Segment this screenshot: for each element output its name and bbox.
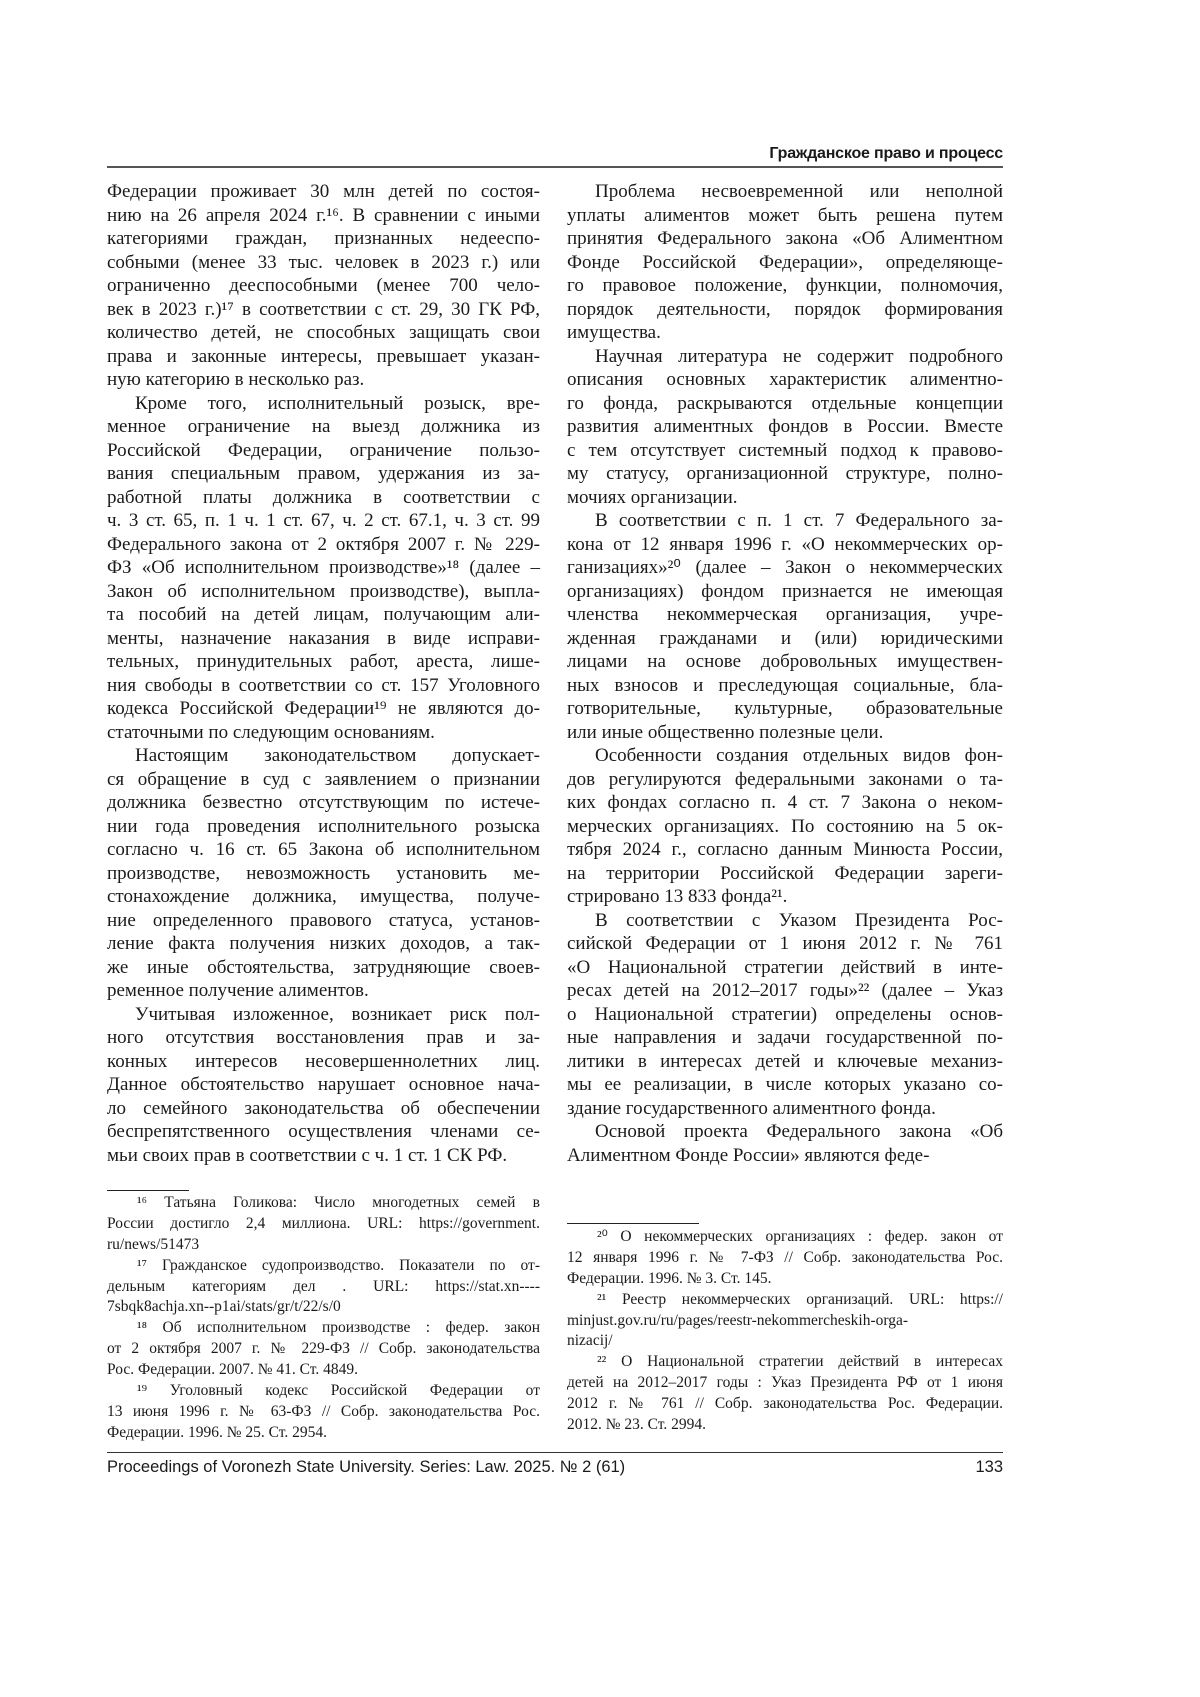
text-line: порядок деятельности, порядок формирования (567, 298, 1003, 322)
text-line: ч. 3 ст. 65, п. 1 ч. 1 ст. 67, ч. 2 ст. 67.1, ч. 3 ст. 99 (107, 509, 540, 533)
footnote-line: nizacij/ (567, 1331, 1003, 1352)
footnote-line: ²⁰ О некоммерческих организациях : федер. закон от (567, 1227, 1003, 1248)
text-line: Особенности создания отдельных видов фон- (567, 744, 1003, 768)
text-line: о Национальной стратегии) определены основ- (567, 1003, 1003, 1027)
text-line: стонахождение должника, имущества, получе- (107, 885, 540, 909)
text-line: статочными по следующим основаниям. (107, 721, 540, 745)
text-line: ния свободы в соответствии со ст. 157 Уголовного (107, 674, 540, 698)
footnote-line: 13 июня 1996 г. № 63-ФЗ // Собр. законодательства Рос. (107, 1402, 540, 1423)
footer-rule (107, 1452, 1003, 1453)
text-line: работной платы должника в соответствии с (107, 486, 540, 510)
text-line: описания основных характеристик алиментно- (567, 368, 1003, 392)
footnote (107, 1193, 540, 1256)
text-line: мьи своих прав в соответствии с ч. 1 ст. 1 СК РФ. (107, 1144, 540, 1168)
text-line: уплаты алиментов может быть решена путем (567, 204, 1003, 228)
paragraph (567, 509, 1003, 744)
text-line: ких фондах согласно п. 4 ст. 7 Закона о неком- (567, 791, 1003, 815)
text-line: готворительные, культурные, образовательные (567, 697, 1003, 721)
text-line: собными (менее 33 тыс. человек в 2023 г.) или (107, 251, 540, 275)
text-line: менное ограничение на выезд должника из (107, 415, 540, 439)
footnote-line: ²¹ Реестр некоммерческих организаций. URL: https:// (567, 1290, 1003, 1311)
text-line: тельных, принудительных работ, ареста, лише- (107, 650, 540, 674)
paragraph (107, 180, 540, 392)
footnote-line: 2012. № 23. Ст. 2994. (567, 1415, 1003, 1436)
text-line: конных интересов несовершеннолетних лиц. (107, 1050, 540, 1074)
text-line: категориями граждан, признанных недееспо- (107, 227, 540, 251)
text-line: Алиментном Фонде России» являются феде- (567, 1144, 1003, 1168)
paragraph (567, 180, 1003, 345)
text-line: ло семейного законодательства об обеспечении (107, 1097, 540, 1121)
text-line: го правовое положение, функции, полномочия, (567, 274, 1003, 298)
text-line: Научная литература не содержит подробного (567, 345, 1003, 369)
text-line: ганизациях»²⁰ (далее – Закон о некоммерческих (567, 556, 1003, 580)
text-line: ние определенного правового статуса, установ- (107, 909, 540, 933)
text-line: ную категорию в несколько раз. (107, 368, 540, 392)
running-header-section-title: Гражданское право и процесс (769, 145, 1003, 163)
text-line: беспрепятственного осуществления членами се- (107, 1120, 540, 1144)
paragraph (567, 345, 1003, 510)
footnote (107, 1318, 540, 1381)
journal-footer: Proceedings of Voronezh State University. Series: Law. 2025. № 2 (61) (107, 1458, 625, 1477)
text-line: Фонде Российской Федерации», определяюще- (567, 251, 1003, 275)
text-line: ся обращение в суд с заявлением о признании (107, 768, 540, 792)
text-line: сийской Федерации от 1 июня 2012 г. № 761 (567, 932, 1003, 956)
text-line: стрировано 13 833 фонда²¹. (567, 885, 1003, 909)
text-line: ного отсутствия восстановления прав и за- (107, 1026, 540, 1050)
text-line: ление факта получения низких доходов, а так- (107, 932, 540, 956)
footnote-line: от 2 октября 2007 г. № 229-ФЗ // Собр. законодательства (107, 1339, 540, 1360)
left-text-column (107, 180, 540, 1167)
footnote-line: дельным категориям дел . URL: https://stat.xn---- (107, 1277, 540, 1298)
text-line: ные направления и задачи государственной по- (567, 1026, 1003, 1050)
paragraph (107, 744, 540, 1003)
text-line: количество детей, не способных защищать свои (107, 321, 540, 345)
footnote-line: ²² О Национальной стратегии действий в интересах (567, 1352, 1003, 1373)
text-line: вания специальным правом, удержания из за- (107, 462, 540, 486)
footnote-line: ru/news/51473 (107, 1235, 540, 1256)
footnote-line: ¹⁶ Татьяна Голикова: Число многодетных семей в (107, 1193, 540, 1214)
page-number: 133 (975, 1458, 1003, 1477)
text-line: Настоящим законодательством допускает- (107, 744, 540, 768)
text-line: В соответствии с п. 1 ст. 7 Федерального за- (567, 509, 1003, 533)
footnote-line: России достигло 2,4 миллиона. URL: https://government. (107, 1214, 540, 1235)
text-line: та пособий на детей лицам, получающим али- (107, 603, 540, 627)
text-line: с тем отсутствует системный подход к правово- (567, 439, 1003, 463)
text-line: на территории Российской Федерации зареги- (567, 862, 1003, 886)
paragraph (567, 1120, 1003, 1167)
text-line: нии года проведения исполнительного розыска (107, 815, 540, 839)
text-line: лицами на основе добровольных имуществен- (567, 650, 1003, 674)
text-line: же иные обстоятельства, затрудняющие своев- (107, 956, 540, 980)
text-line: принятия Федерального закона «Об Алиментном (567, 227, 1003, 251)
text-line: здание государственного алиментного фонда. (567, 1097, 1003, 1121)
text-line: организациях) фондом признается не имеющая (567, 580, 1003, 604)
footnote-line: 2012 г. № 761 // Собр. законодательства Рос. Федерации. (567, 1394, 1003, 1415)
text-line: менты, назначение наказания в виде исправи- (107, 627, 540, 651)
text-line: дов регулируются федеральными законами о та- (567, 768, 1003, 792)
paragraph (107, 1003, 540, 1168)
text-line: Российской Федерации, ограничение пользо- (107, 439, 540, 463)
text-line: членства некоммерческая организация, учре- (567, 603, 1003, 627)
text-line: ных взносов и преследующая социальные, бла- (567, 674, 1003, 698)
footnote-line: детей на 2012–2017 годы : Указ Президента РФ от 1 июня (567, 1373, 1003, 1394)
text-line: Учитывая изложенное, возникает риск пол- (107, 1003, 540, 1027)
text-line: Федерального закона от 2 октября 2007 г. № 229- (107, 533, 540, 557)
text-line: права и законные интересы, превышает указан- (107, 345, 540, 369)
text-line: Закон об исполнительном производстве), выпла- (107, 580, 540, 604)
text-line: имущества. (567, 321, 1003, 345)
footnote-line: 7sbqk8achja.xn--p1ai/stats/gr/t/22/s/0 (107, 1297, 540, 1318)
text-line: Данное обстоятельство нарушает основное нача- (107, 1073, 540, 1097)
footnote-line: ¹⁸ Об исполнительном производстве : федер. закон (107, 1318, 540, 1339)
text-line: жденная гражданами и (или) юридическими (567, 627, 1003, 651)
footnote-line: ¹⁷ Гражданское судопроизводство. Показатели по от- (107, 1256, 540, 1277)
footnote-line: minjust.gov.ru/ru/pages/reestr-nekommercheskih-orga- (567, 1311, 1003, 1332)
footnote-line: Рос. Федерации. 2007. № 41. Ст. 4849. (107, 1360, 540, 1381)
text-line: мочиях организации. (567, 486, 1003, 510)
footnote-line: Федерации. 1996. № 3. Ст. 145. (567, 1269, 1003, 1290)
right-text-column (567, 180, 1003, 1167)
text-line: кона от 12 января 1996 г. «О некоммерческих ор- (567, 533, 1003, 557)
text-line: му статусу, организационной структуре, полно- (567, 462, 1003, 486)
footnotes-left (107, 1193, 540, 1444)
text-line: развития алиментных фондов в России. Вместе (567, 415, 1003, 439)
text-line: Проблема несвоевременной или неполной (567, 180, 1003, 204)
paragraph (567, 744, 1003, 909)
text-line: согласно ч. 16 ст. 65 Закона об исполнительном (107, 838, 540, 862)
text-line: век в 2023 г.)¹⁷ в соответствии с ст. 29, 30 ГК РФ, (107, 298, 540, 322)
footnote-line: Федерации. 1996. № 25. Ст. 2954. (107, 1423, 540, 1444)
footnote-line: ¹⁹ Уголовный кодекс Российской Федерации от (107, 1381, 540, 1402)
footnote (567, 1290, 1003, 1353)
text-line: должника безвестно отсутствующим по истече- (107, 791, 540, 815)
header-rule (107, 166, 1003, 168)
text-line: ременное получение алиментов. (107, 979, 540, 1003)
text-line: мы ее реализации, в числе которых указано со- (567, 1073, 1003, 1097)
text-line: производстве, невозможность установить ме- (107, 862, 540, 886)
footnote (107, 1256, 540, 1319)
footnote-separator-left (107, 1190, 189, 1191)
text-line: ресах детей на 2012–2017 годы»²² (далее – Указ (567, 979, 1003, 1003)
footnote-line: 12 января 1996 г. № 7-ФЗ // Собр. законодательства Рос. (567, 1248, 1003, 1269)
text-line: «О Национальной стратегии действий в инте- (567, 956, 1003, 980)
footnote (567, 1227, 1003, 1290)
footnotes-right (567, 1227, 1003, 1436)
text-line: ФЗ «Об исполнительном производстве»¹⁸ (далее – (107, 556, 540, 580)
text-line: В соответствии с Указом Президента Рос- (567, 909, 1003, 933)
text-line: Федерации проживает 30 млн детей по состоя- (107, 180, 540, 204)
footnote-separator-right (567, 1223, 699, 1224)
text-line: ограниченно дееспособными (менее 700 чело- (107, 274, 540, 298)
text-line: мерческих организациях. По состоянию на 5 ок- (567, 815, 1003, 839)
paragraph (567, 909, 1003, 1121)
text-line: нию на 26 апреля 2024 г.¹⁶. В сравнении с иными (107, 204, 540, 228)
text-line: Кроме того, исполнительный розыск, вре- (107, 392, 540, 416)
text-line: или иные общественно полезные цели. (567, 721, 1003, 745)
footnote (107, 1381, 540, 1444)
text-line: кодекса Российской Федерации¹⁹ не являются до- (107, 697, 540, 721)
text-line: тября 2024 г., согласно данным Минюста России, (567, 838, 1003, 862)
text-line: го фонда, раскрываются отдельные концепции (567, 392, 1003, 416)
text-line: литики в интересах детей и ключевые механиз- (567, 1050, 1003, 1074)
footnote (567, 1352, 1003, 1436)
text-line: Основой проекта Федерального закона «Об (567, 1120, 1003, 1144)
paragraph (107, 392, 540, 745)
